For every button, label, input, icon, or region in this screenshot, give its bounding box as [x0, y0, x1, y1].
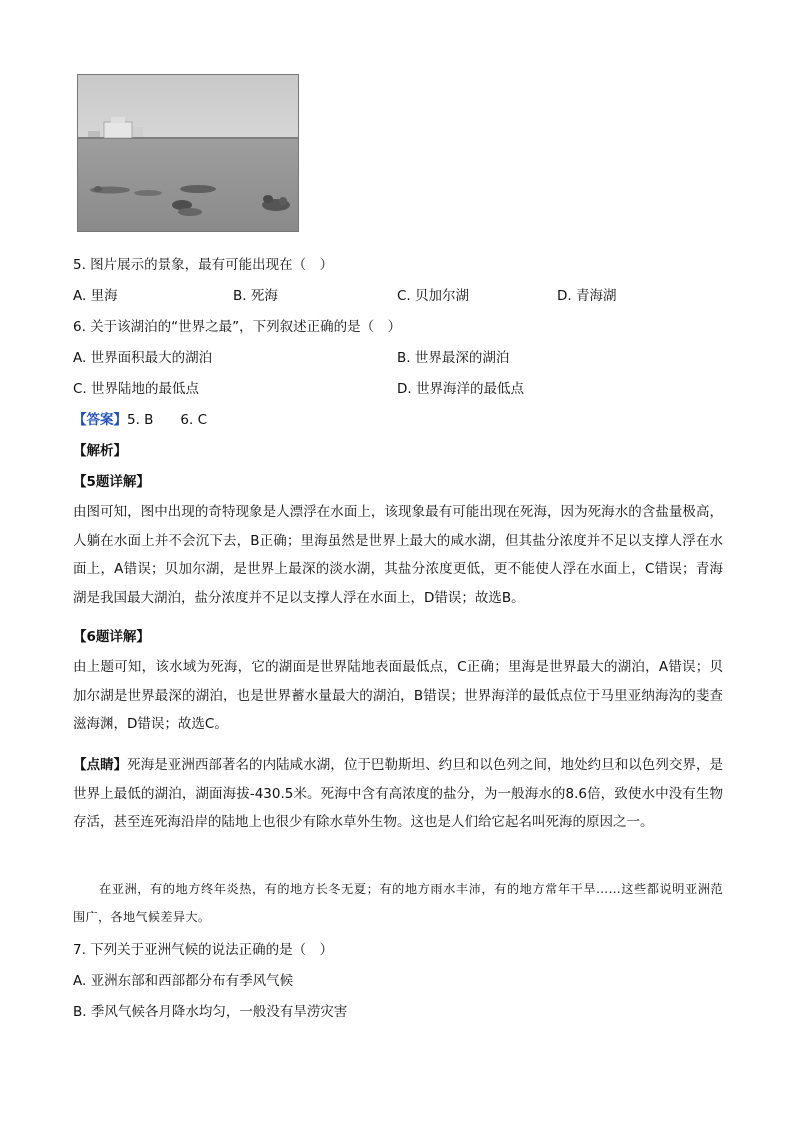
tip-label: 【点睛】: [73, 757, 128, 773]
question-5-option-a: A. 里海: [73, 288, 118, 304]
question-6-option-a: A. 世界面积最大的湖泊: [73, 350, 213, 366]
photo-illustration: [78, 75, 299, 232]
question-5-option-b: B. 死海: [233, 288, 278, 304]
question-7-option-b: B. 季风气候各月降水均匀，一般没有旱涝灾害: [73, 1004, 348, 1020]
question-6-option-d: D. 世界海洋的最低点: [397, 381, 524, 397]
tip-paragraph: [73, 751, 723, 837]
detail-6-label: 【6题详解】: [73, 629, 150, 645]
answer-text: 5. B 6. C: [127, 412, 208, 428]
detail-6-text: 由上题可知，该水域为死海，它的湖面是世界陆地表面最低点，C正确；里海是世界最大的湖泊，A错误；贝加尔湖是世界最深的湖泊，也是世界蓄水量最大的湖泊，B错误；世界海洋的最低点位于马里亚纳海沟的斐查滋海渊，D错误；故选C。: [73, 659, 723, 732]
tip-text: 死海是亚洲西部著名的内陆咸水湖，位于巴勒斯坦、约旦和以色列之间，地处约旦和以色列交界，是世界上最低的湖泊，湖面海拔-430.5米。死海中含有高浓度的盐分，为一般海水的8.6倍，致使水中没有生物存活，甚至连死海沿岸的陆地上也很少有除水草外生物。这也是人们给它起名叫死海的原因之一。: [73, 757, 724, 830]
question-5-stem: 5. 图片展示的景象，最有可能出现在（ ）: [73, 257, 334, 273]
question-6-option-c: C. 世界陆地的最低点: [73, 381, 200, 397]
question-6-option-b: B. 世界最深的湖泊: [397, 350, 510, 366]
answer-line: [73, 411, 207, 429]
answer-label: 【答案】: [73, 412, 127, 428]
question-5-option-c: C. 贝加尔湖: [397, 288, 470, 304]
question-7-stem: 7. 下列关于亚洲气候的说法正确的是（ ）: [73, 942, 334, 958]
analysis-label: 【解析】: [73, 443, 127, 459]
question-7-option-a: A. 亚洲东部和西部都分布有季风气候: [73, 973, 294, 989]
question-5-option-d: D. 青海湖: [557, 288, 617, 304]
detail-5-text: 由图可知，图中出现的奇特现象是人漂浮在水面上，该现象最有可能出现在死海，因为死海水的含盐量极高，人躺在水面上并不会沉下去，B正确；里海虽然是世界上最大的咸水湖，但其盐分浓度并不足以支撑人浮在水面上，A错误；贝加尔湖，是世界上最深的淡水湖，其盐分浓度更低，更不能使人浮在水面上，C错误；青海湖是我国最大湖泊，盐分浓度并不足以支撑人浮在水面上，D错误；故选B。: [73, 504, 723, 606]
dead-sea-photo: [77, 74, 299, 232]
question-6-stem: 6. 关于该湖泊的“世界之最”，下列叙述正确的是（ ）: [73, 319, 402, 335]
detail-5-label: 【5题详解】: [73, 474, 150, 490]
material-passage: 在亚洲，有的地方终年炎热，有的地方长冬无夏；有的地方雨水丰沛，有的地方常年干旱……这些都说明亚洲范围广，各地气候差异大。: [73, 882, 723, 924]
